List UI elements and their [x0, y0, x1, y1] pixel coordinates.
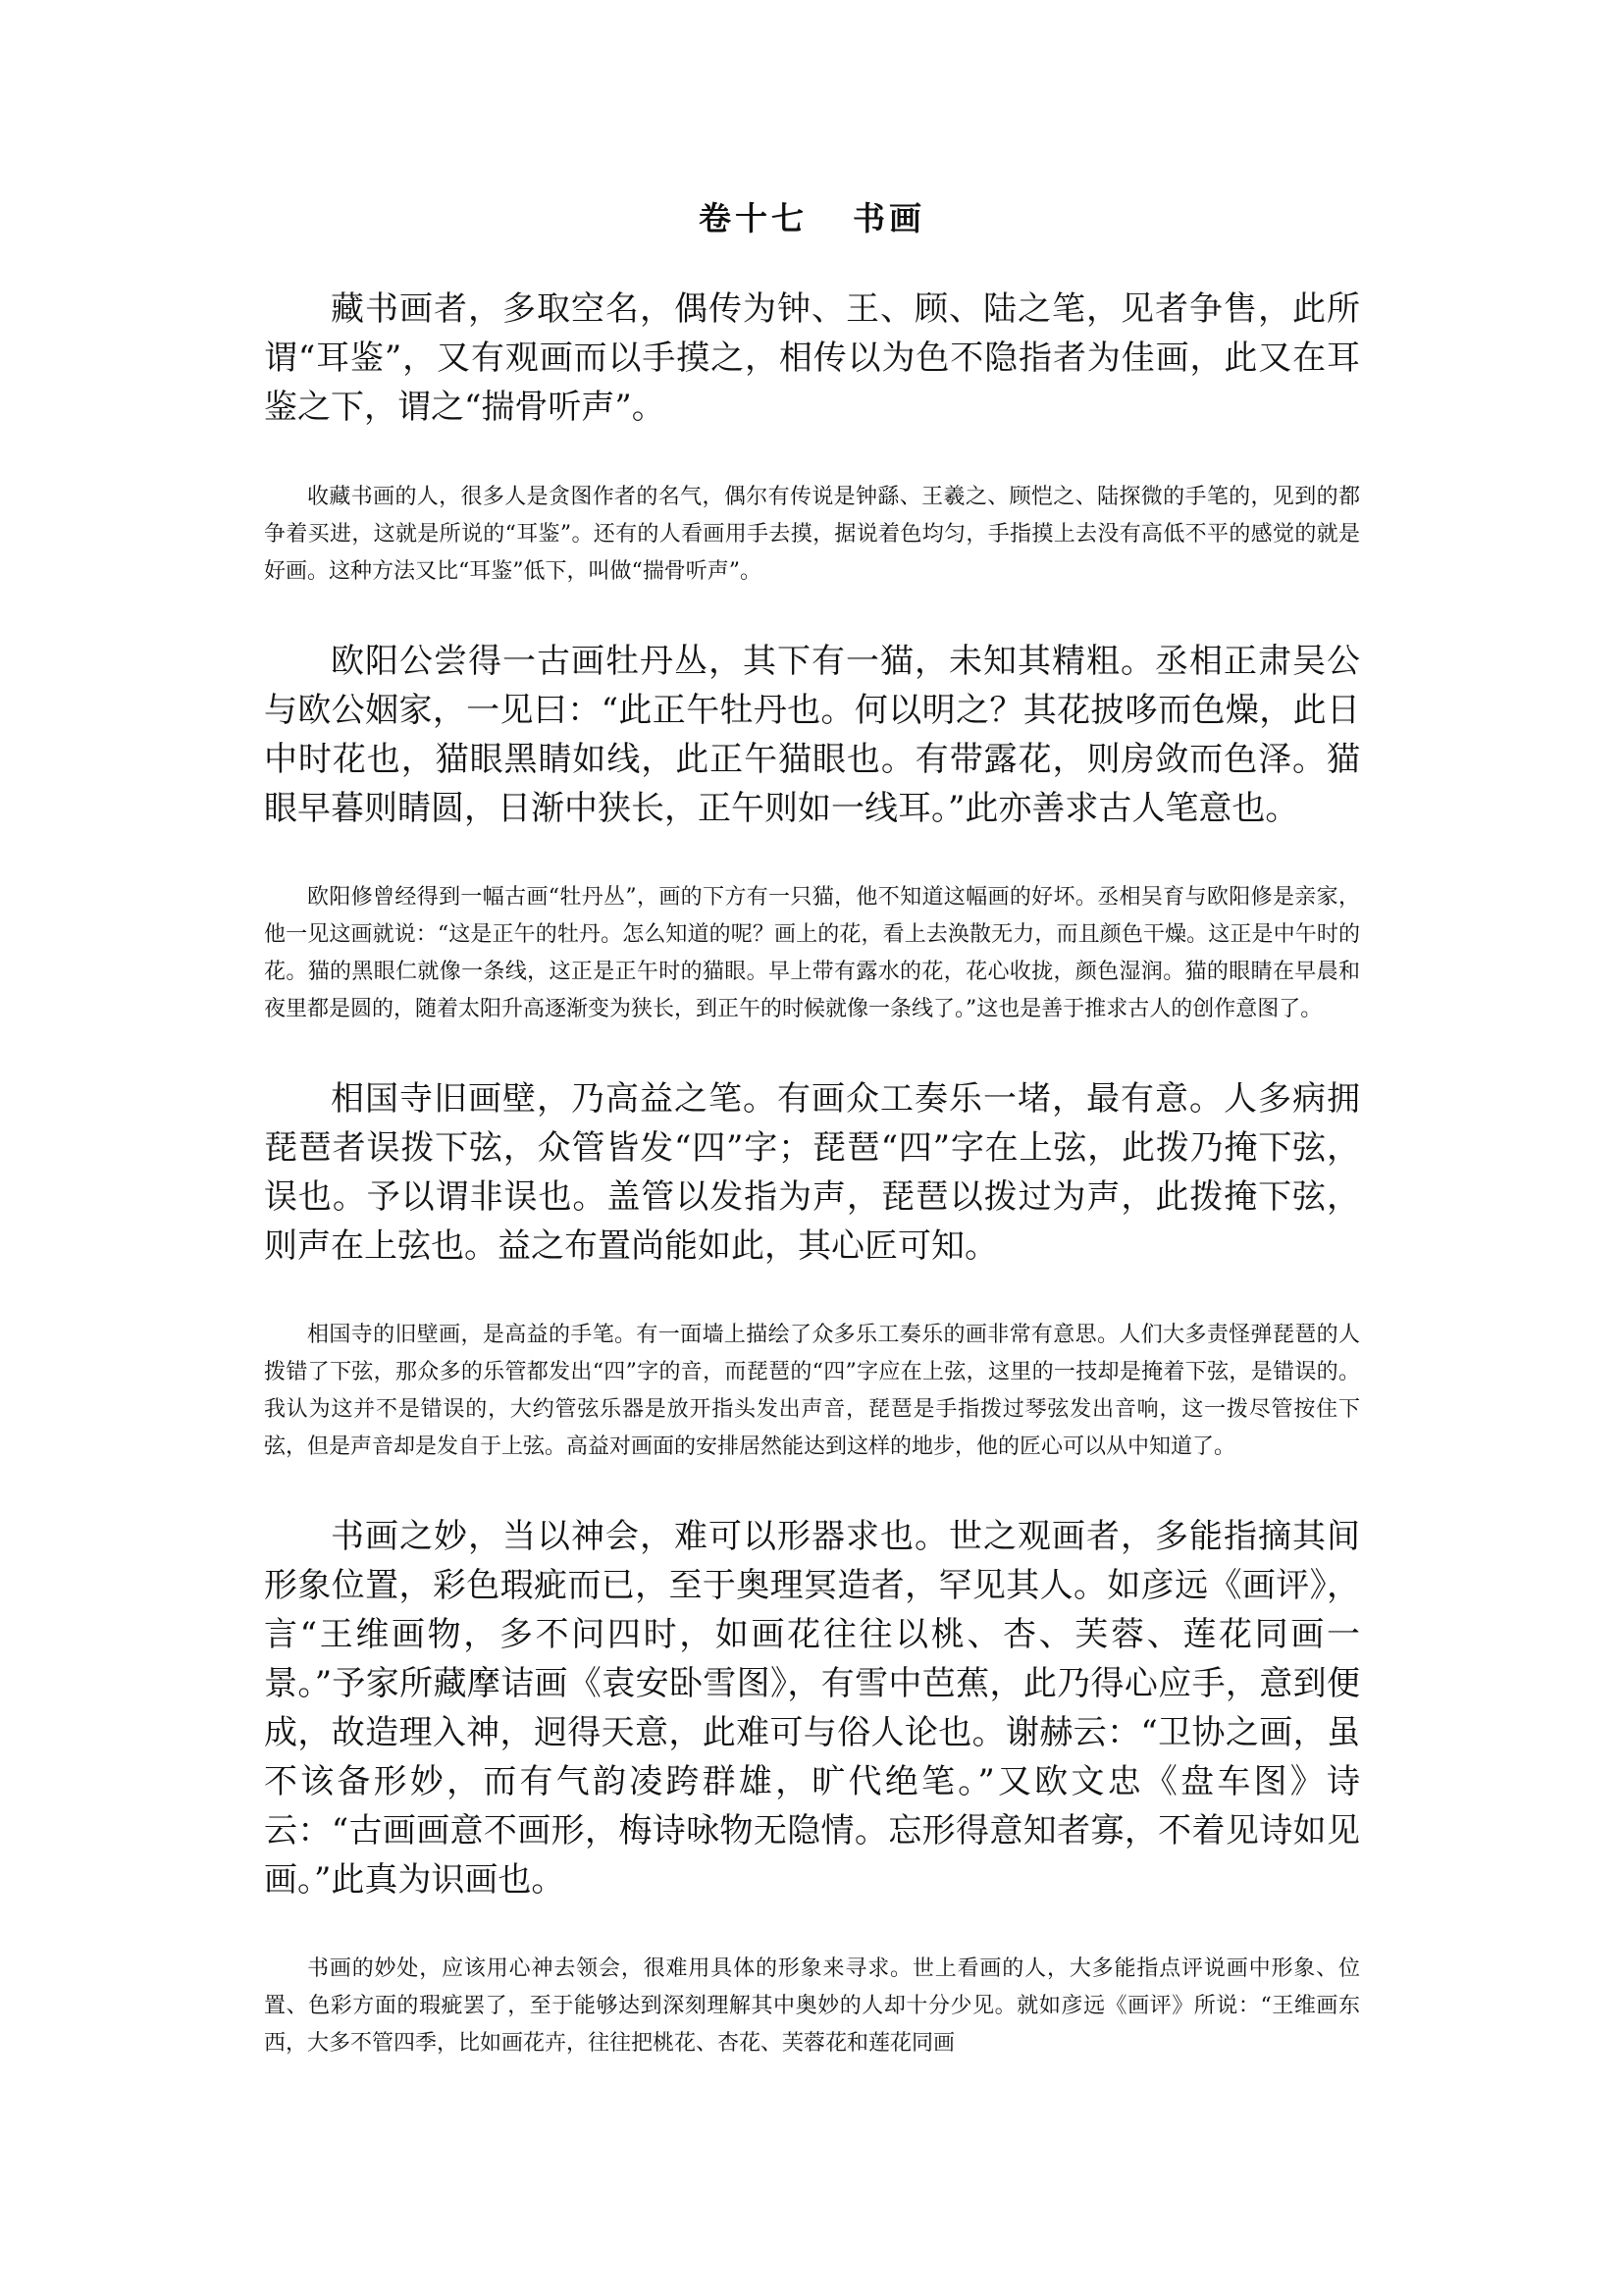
translation-paragraph-2: 欧阳修曾经得到一幅古画“牡丹丛”，画的下方有一只猫，他不知道这幅画的好坏。丞相吴育与欧阳修是亲家，他一见这画就说：“这是正午的牡丹。怎么知道的呢？画上的花，看上去涣散无力，而且颜色干燥。这正是中午时的花。猫的黑眼仁就像一条线，这正是正午时的猫眼。早上带有露水的花，花心收拢，颜色湿润。猫的眼睛在早晨和夜里都是圆的，随着太阳升高逐渐变为狭长，到正午的时候就像一条线了。”这也是善于推求古人的创作意图了。 — [264, 885, 1360, 1021]
translation-paragraph-1: 收藏书画的人，很多人是贪图作者的名气，偶尔有传说是钟繇、王羲之、顾恺之、陆探微的手笔的，见到的都争着买进，这就是所说的“耳鉴”。还有的人看画用手去摸，据说着色均匀，手指摸上去没有高低不平的感觉的就是好画。这种方法又比“耳鉴”低下，叫做“揣骨听声”。 — [264, 485, 1360, 584]
chapter-title — [264, 193, 1360, 244]
original-paragraph-1: 藏书画者，多取空名，偶传为钟、王、顾、陆之笔，见者争售，此所谓“耳鉴”，又有观画而以手摸之，相传以为色不隐指者为佳画，此又在耳鉴之下，谓之“揣骨听声”。 — [264, 289, 1360, 427]
chapter-topic: 书画 — [853, 199, 925, 237]
original-paragraph-2: 欧阳公尝得一古画牡丹丛，其下有一猫，未知其精粗。丞相正肃吴公与欧公姻家，一见曰：“此正午牡丹也。何以明之？其花披哆而色燥，此日中时花也，猫眼黑睛如线，此正午猫眼也。有带露花，则房敛而色泽。猫眼早暮则睛圆，日渐中狭长，正午则如一线耳。”此亦善求古人笔意也。 — [264, 642, 1360, 828]
chapter-volume: 卷十七 — [699, 199, 808, 237]
original-paragraph-3: 相国寺旧画壁，乃高益之笔。有画众工奏乐一堵，最有意。人多病拥琵琶者误拨下弦，众管皆发“四”字；琵琶“四”字在上弦，此拨乃掩下弦，误也。予以谓非误也。盖管以发指为声，琵琶以拨过为声，此拨掩下弦，则声在上弦也。益之布置尚能如此，其心匠可知。 — [264, 1079, 1360, 1266]
original-paragraph-4: 书画之妙，当以神会，难可以形器求也。世之观画者，多能指摘其间形象位置，彩色瑕疵而已，至于奥理冥造者，罕见其人。如彦远《画评》，言“王维画物，多不问四时，如画花往往以桃、杏、芙蓉、莲花同画一景。”予家所藏摩诘画《袁安卧雪图》，有雪中芭蕉，此乃得心应手，意到便成，故造理入神，迥得天意，此难可与俗人论也。谢赫云：“卫协之画，虽不该备形妙，而有气韵凌跨群雄，旷代绝笔。”又欧文忠《盘车图》诗云：“古画画意不画形，梅诗咏物无隐情。忘形得意知者寡，不着见诗如见画。”此真为识画也。 — [264, 1517, 1360, 1900]
translation-paragraph-3: 相国寺的旧壁画，是高益的手笔。有一面墙上描绘了众多乐工奏乐的画非常有意思。人们大多责怪弹琵琶的人拨错了下弦，那众多的乐管都发出“四”字的音，而琵琶的“四”字应在上弦，这里的一技却是掩着下弦，是错误的。我认为这并不是错误的，大约管弦乐器是放开指头发出声音，琵琶是手指拨过琴弦发出音响，这一拨尽管按住下弦，但是声音却是发自于上弦。高益对画面的安排居然能达到这样的地步，他的匠心可以从中知道了。 — [264, 1323, 1360, 1459]
translation-paragraph-4: 书画的妙处，应该用心神去领会，很难用具体的形象来寻求。世上看画的人，大多能指点评说画中形象、位置、色彩方面的瑕疵罢了，至于能够达到深刻理解其中奥妙的人却十分少见。就如彦远《画评》所说：“王维画东西，大多不管四季，比如画花卉，往往把桃花、杏花、芙蓉花和莲花同画 — [264, 1956, 1360, 2056]
